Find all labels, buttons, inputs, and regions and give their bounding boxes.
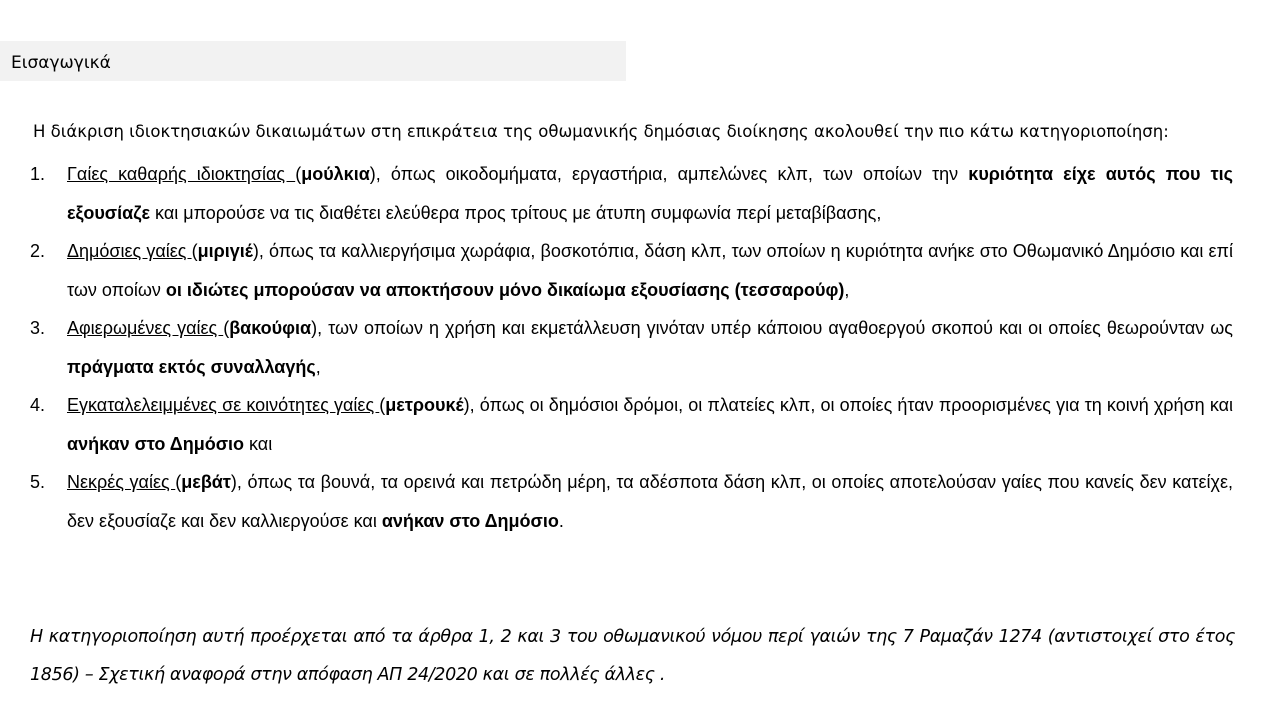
item-text: (	[379, 395, 386, 415]
item-text: ), όπως τα καλλιεργήσιμα χωράφια, βοσκοτόπια, δάση κλπ, των οποίων η κυριότητα ανήκε στο Οθωμανικό Δημόσιο και επί των οποίων	[67, 241, 1233, 300]
item-emphasis: ανήκαν στο Δημόσιο	[67, 433, 245, 454]
item-text: ,	[315, 356, 321, 377]
item-term: βακούφια	[229, 318, 312, 338]
item-heading: Νεκρές γαίες	[67, 472, 176, 492]
item-text: και	[244, 433, 273, 454]
footnote: Η κατηγοριοποίηση αυτή προέρχεται από τα άρθρα 1, 2 και 3 του οθωμανικού νόμου περί γαιών της 7 Ραμαζάν 1274 (αντιστοιχεί στο έτος 1856) – Σχετική αναφορά στην απόφαση ΑΠ 24/2020 και σε πολλές άλλες .	[30, 627, 1235, 685]
intro-text: Η διάκριση ιδιοκτησιακών δικαιωμάτων στη επικράτεια της οθωμανικής δημόσιας διοίκησης ακολουθεί την πιο κάτω κατηγοριοποίηση:	[33, 122, 1169, 141]
item-text: ), όπως τα βουνά, τα ορεινά και πετρώδη μέρη, τα αδέσποτα δάση κλπ, οι οποίες αποτελούσαν γαίες που κανείς δεν κατείχε, δεν εξουσίαζε και δεν καλλιεργούσε και	[67, 472, 1233, 531]
item-text: και μπορούσε να τις διαθέτει ελεύθερα προς τρίτους με άτυπη συμφωνία περί μεταβίβασης,	[150, 202, 882, 223]
item-term: μούλκια	[301, 164, 370, 184]
item-text: (	[175, 472, 182, 492]
list-item	[30, 232, 1233, 309]
item-heading: Αφιερωμένες γαίες	[67, 318, 224, 338]
item-emphasis: ανήκαν στο Δημόσιο	[381, 510, 559, 531]
list-item	[30, 155, 1233, 232]
item-term: μιριγιέ	[197, 241, 253, 261]
item-text: ), όπως οικοδομήματα, εργαστήρια, αμπελώνες κλπ, των οποίων την	[369, 164, 969, 184]
item-text: ), των οποίων η χρήση και εκμετάλλευση γινόταν υπέρ κάποιου αγαθοεργού σκοπού και οι οποίες θεωρούνταν ως	[311, 318, 1233, 338]
item-text: ), όπως οι δημόσιοι δρόμοι, οι πλατείες κλπ, οι οποίες ήταν προορισμένες για τη κοινή χρήση και	[463, 395, 1234, 415]
page-title: Εισαγωγικά	[11, 53, 111, 73]
item-heading: Εγκαταλελειμμένες σε κοινότητες γαίες	[67, 395, 380, 415]
list-item	[30, 386, 1233, 463]
item-number: 4.	[30, 395, 46, 415]
category-list	[30, 155, 1233, 540]
item-heading: Δημόσιες γαίες	[67, 241, 192, 261]
item-number: 5.	[30, 472, 46, 492]
item-term: μεβάτ	[181, 472, 231, 492]
item-text: ,	[844, 279, 850, 300]
item-emphasis: πράγματα εκτός συναλλαγής	[67, 356, 316, 377]
list-item	[30, 309, 1233, 386]
item-text: (	[223, 318, 230, 338]
title-bar	[0, 41, 626, 81]
item-heading: Γαίες καθαρής ιδιοκτησίας	[67, 164, 296, 184]
item-number: 3.	[30, 318, 46, 338]
item-emphasis: κυριότητα είχε αυτός που τις εξουσίαζε	[67, 164, 1233, 223]
item-text: .	[558, 510, 564, 531]
list-item	[30, 463, 1233, 540]
item-number: 1.	[30, 164, 46, 184]
item-term: μετρουκέ	[385, 395, 464, 415]
item-number: 2.	[30, 241, 46, 261]
item-text: (	[295, 164, 302, 184]
item-text: (	[191, 241, 198, 261]
item-emphasis: οι ιδιώτες μπορούσαν να αποκτήσουν μόνο δικαίωμα εξουσίασης (τεσσαρούφ)	[165, 279, 845, 300]
